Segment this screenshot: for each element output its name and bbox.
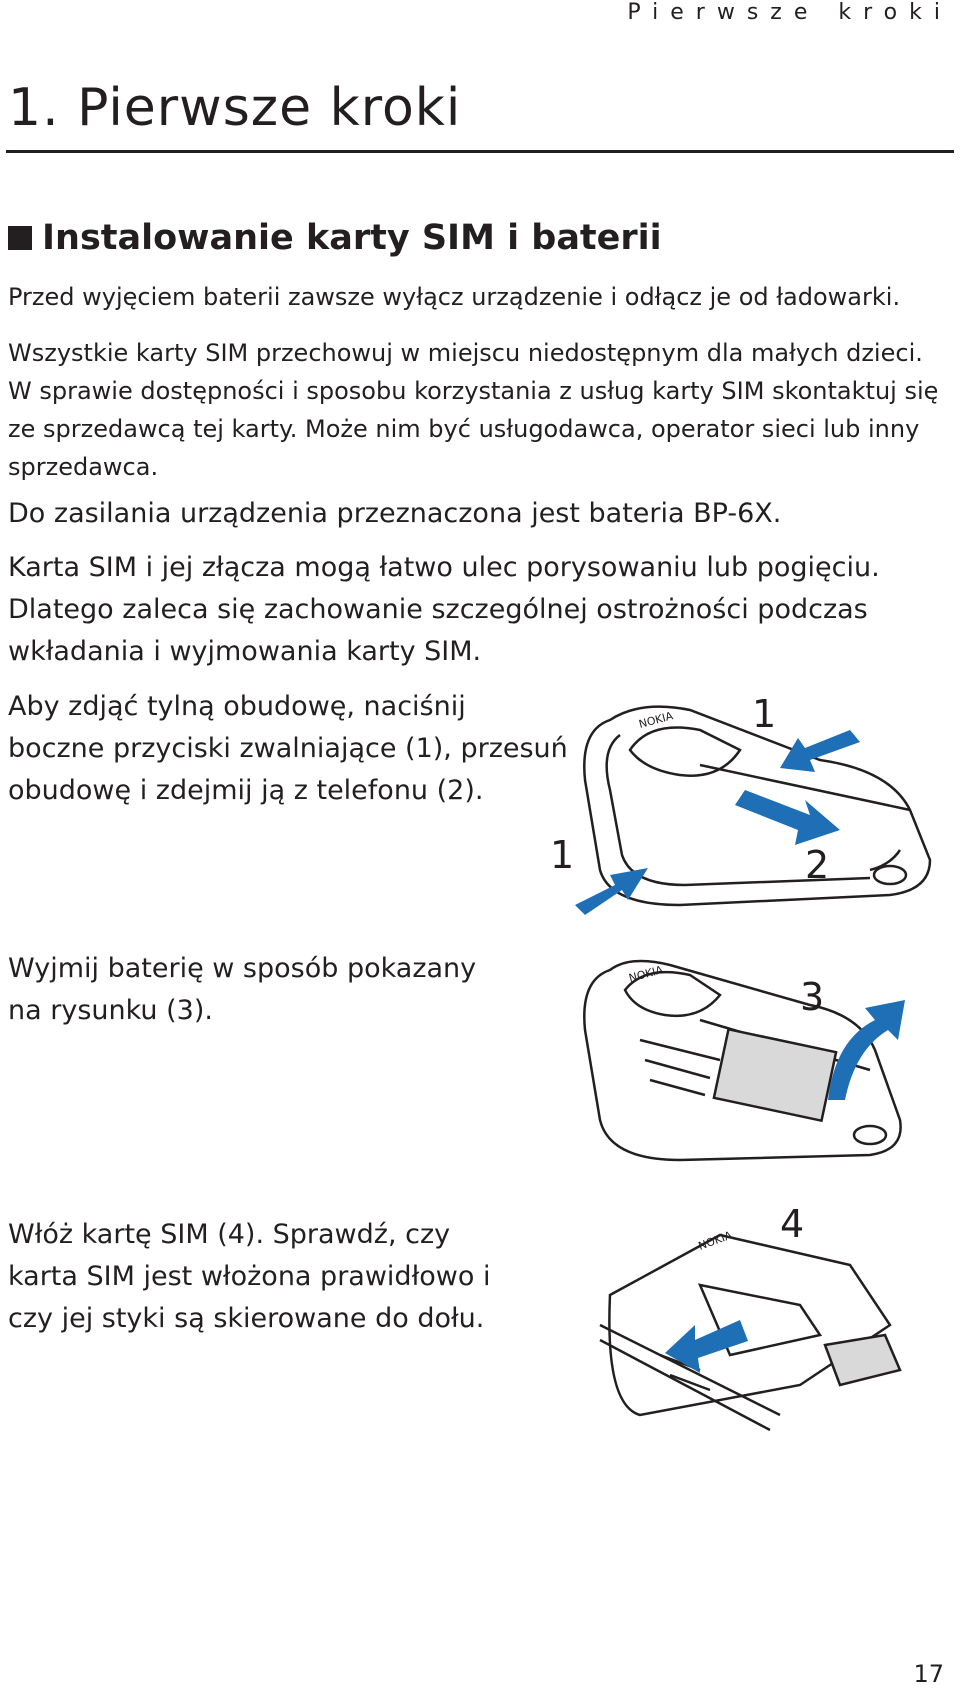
release-arrow-icon-bottom <box>575 868 648 915</box>
paragraph-insert-sim: Włóż kartę SIM (4). Sprawdź, czy karta SIM jest włożona prawidłowo i czy jej styki są skierowane do dołu. <box>8 1219 491 1334</box>
remove-cover-illustration <box>550 690 950 940</box>
step-label-2: 2 <box>805 843 830 887</box>
chapter-divider <box>6 150 954 153</box>
step-label-1-top: 1 <box>752 692 777 736</box>
paragraph-sim-storage: Wszystkie karty SIM przechowuj w miejscu niedostępnym dla małych dzieci. W sprawie dostępności i sposobu korzystania z usług karty SIM skontaktuj się ze sprzedawcą tej karty. Może nim być usługodawca, operator sieci lub inny sprzedawca. <box>8 339 939 481</box>
paragraph-remove-cover: Aby zdjąć tylną obudowę, naciśnij boczne przyciski zwalniające (1), przesuń obudowę i zdejmij ją z telefonu (2). <box>8 691 568 806</box>
square-bullet-icon <box>8 226 32 250</box>
step-label-3: 3 <box>800 975 825 1019</box>
paragraph-sim-care: Karta SIM i jej złącza mogą łatwo ulec porysowaniu lub pogięciu. Dlatego zaleca się zachowanie szczególnej ostrożności podczas wkładania i wyjmowania karty SIM. <box>8 552 880 667</box>
insert-sim-illustration <box>600 1202 930 1430</box>
brand-logo: NOKIA <box>627 963 665 985</box>
running-header: Pierwsze kroki <box>627 0 952 25</box>
brand-logo: NOKIA <box>696 1228 734 1253</box>
paragraph-power-off: Przed wyjęciem baterii zawsze wyłącz urządzenie i odłącz je od ładowarki. <box>8 283 901 311</box>
section-heading <box>8 218 662 258</box>
paragraph-battery: Do zasilania urządzenia przeznaczona jest bateria BP-6X. <box>8 498 782 529</box>
paragraph-remove-battery: Wyjmij baterię w sposób pokazany na rysunku (3). <box>8 953 477 1026</box>
step-label-1-bottom: 1 <box>550 833 575 877</box>
slide-arrow-icon <box>735 790 840 845</box>
brand-logo: NOKIA <box>637 709 675 731</box>
remove-battery-illustration <box>570 960 950 1200</box>
page-number: 17 <box>913 1660 944 1688</box>
step-label-4: 4 <box>780 1202 805 1246</box>
chapter-title: 1. Pierwsze kroki <box>8 78 462 138</box>
section-title: Instalowanie karty SIM i baterii <box>42 218 662 258</box>
